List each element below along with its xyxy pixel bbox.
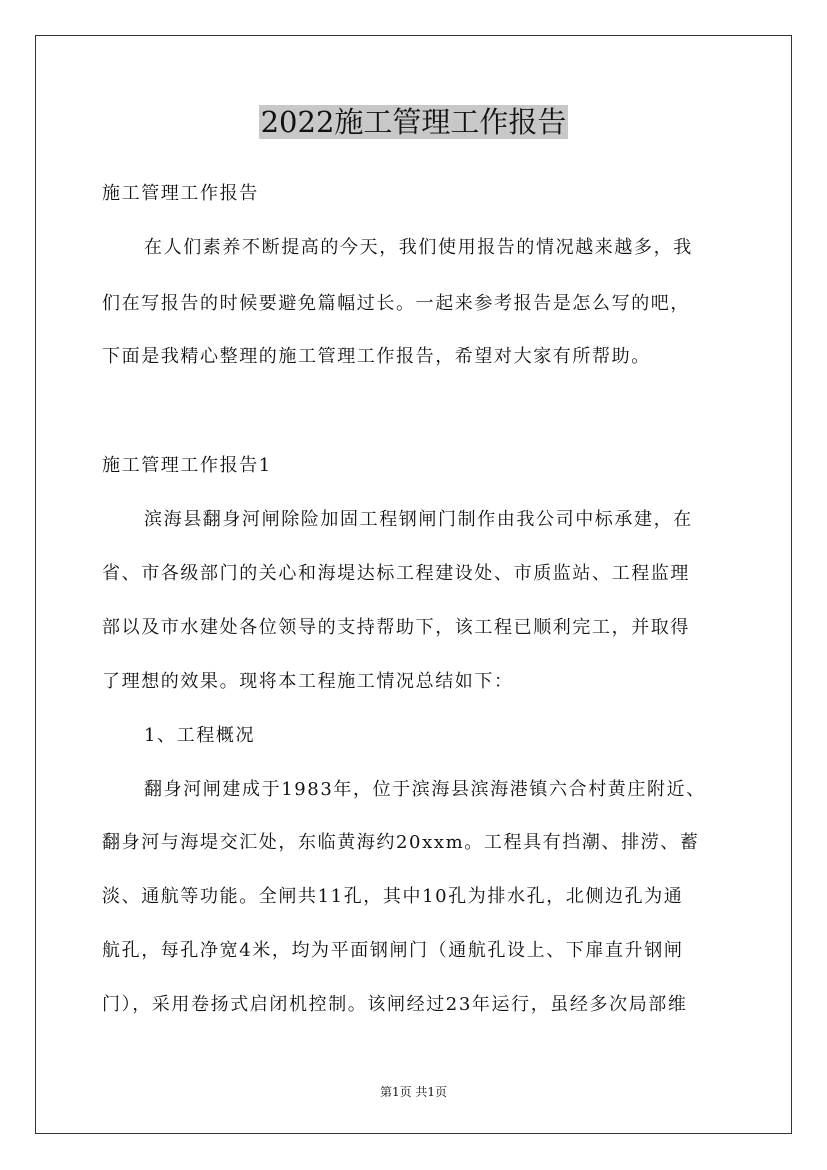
section-para-line-2: 省、市各级部门的关心和海堤达标工程建设处、市质监站、工程监理 xyxy=(102,563,690,584)
page-footer: 第1页 共1页 xyxy=(379,1085,448,1099)
section-para-line-4: 了理想的效果。现将本工程施工情况总结如下： xyxy=(102,671,514,692)
intro-line-3: 下面是我精心整理的施工管理工作报告，希望对大家有所帮助。 xyxy=(102,346,651,367)
intro-line-1: 在人们素养不断提高的今天，我们使用报告的情况越来越多，我 xyxy=(144,237,693,258)
overview-line-4: 航孔，每孔净宽4米，均为平面钢闸门（通航孔设上、下扉直升钢闸 xyxy=(102,940,684,961)
subtitle: 施工管理工作报告 xyxy=(102,183,259,204)
overview-line-1: 翻身河闸建成于1983年，位于滨海县滨海港镇六合村黄庄附近、 xyxy=(144,779,706,800)
overview-line-3: 淡、通航等功能。全闸共11孔，其中10孔为排水孔，北侧边孔为通 xyxy=(102,886,684,907)
overview-line-5: 门），采用卷扬式启闭机控制。该闸经过23年运行，虽经多次局部维 xyxy=(102,994,688,1015)
document-title: 2022施工管理工作报告 xyxy=(260,105,567,139)
subheading-overview: 1、工程概况 xyxy=(144,725,256,746)
section-heading: 施工管理工作报告1 xyxy=(102,455,272,476)
section-para-line-3: 部以及市水建处各位领导的支持帮助下，该工程已顺利完工，并取得 xyxy=(102,617,690,638)
intro-line-2: 们在写报告的时候要避免篇幅过长。一起来参考报告是怎么写的吧， xyxy=(102,293,690,314)
overview-line-2: 翻身河与海堤交汇处，东临黄海约20xxm。工程具有挡潮、排涝、蓄 xyxy=(102,832,700,853)
section-para-line-1: 滨海县翻身河闸除险加固工程钢闸门制作由我公司中标承建，在 xyxy=(144,509,693,530)
